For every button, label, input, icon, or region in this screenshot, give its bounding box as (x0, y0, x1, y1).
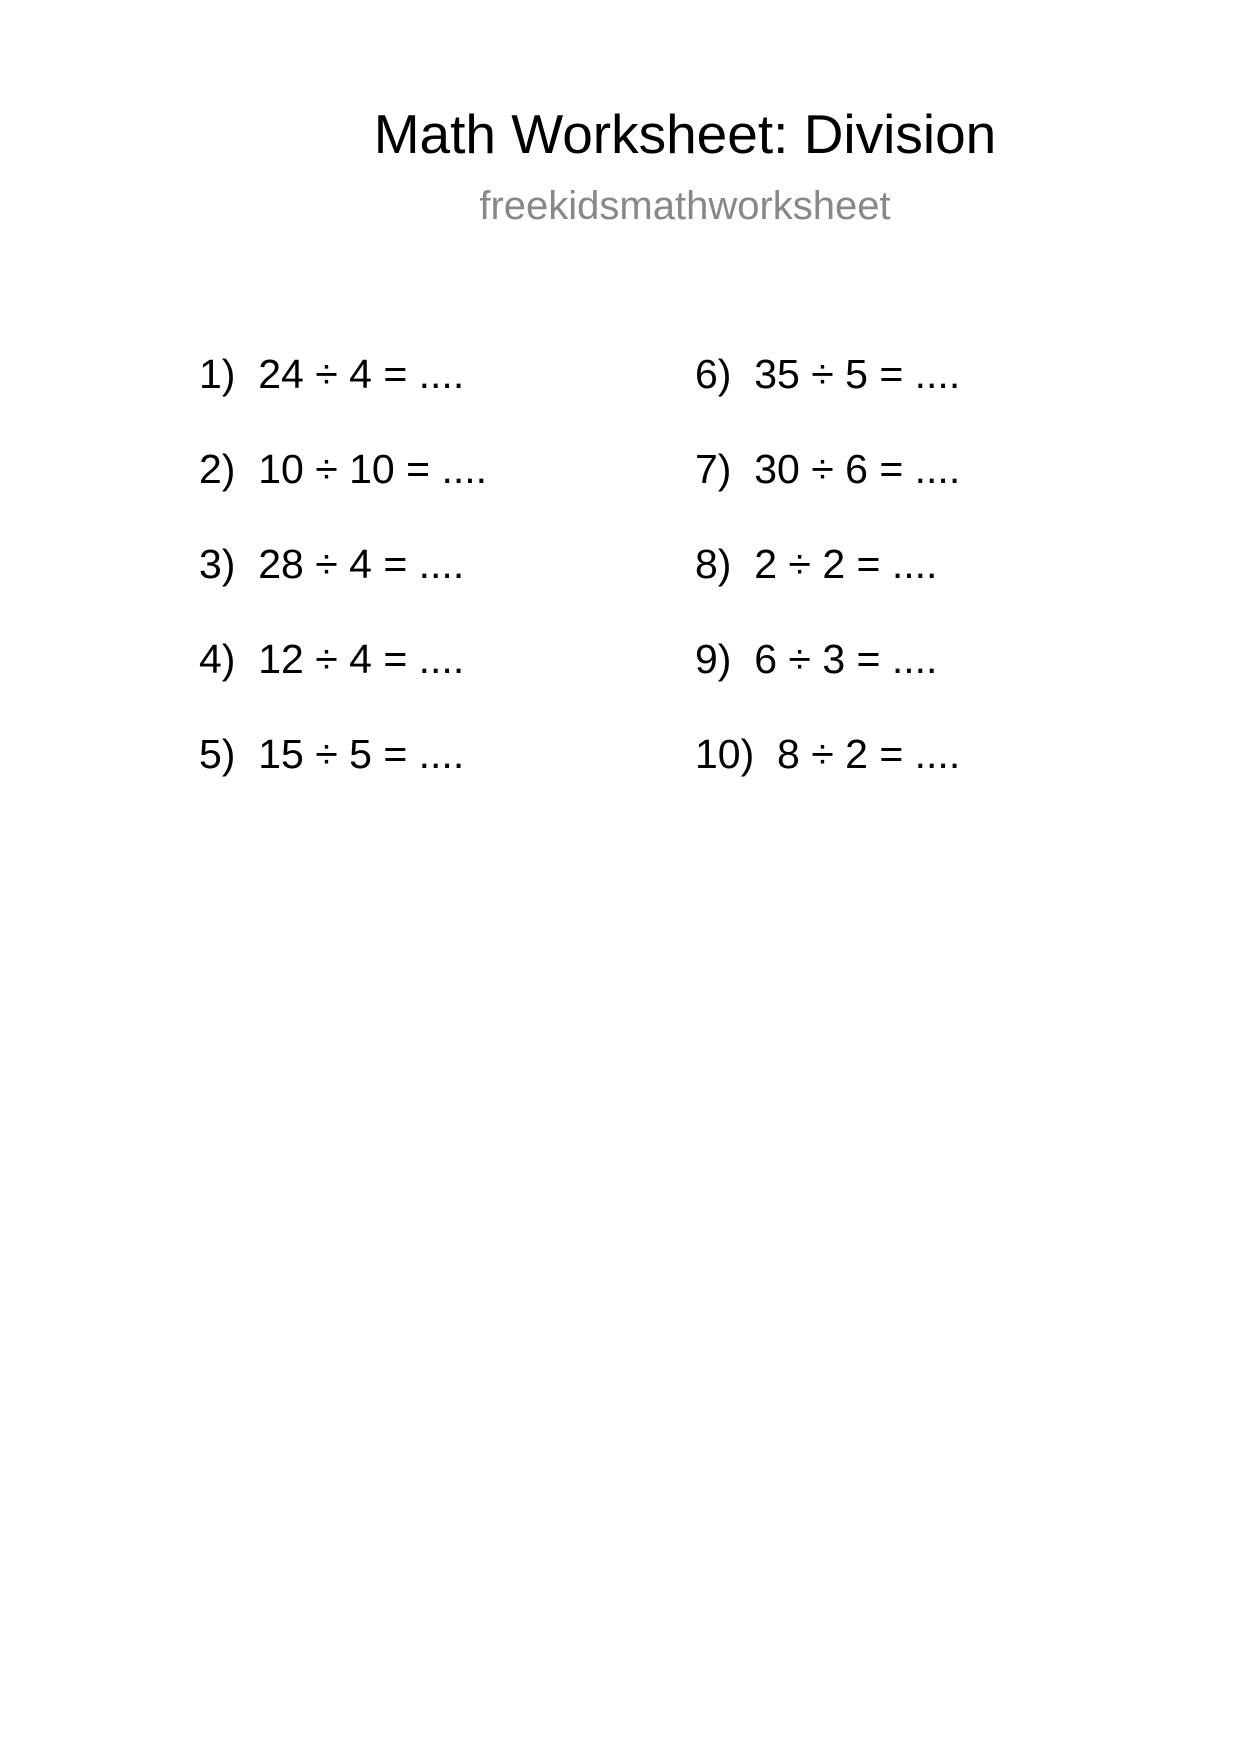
page-subtitle: freekidsmathworksheet (479, 184, 891, 228)
problem-1: 1) 24 ÷ 4 = .... (199, 351, 465, 397)
problem-2: 2) 10 ÷ 10 = .... (199, 446, 488, 492)
problem-8: 8) 2 ÷ 2 = .... (695, 541, 938, 587)
problem-3: 3) 28 ÷ 4 = .... (199, 541, 465, 587)
problem-4: 4) 12 ÷ 4 = .... (199, 636, 465, 682)
page-title: Math Worksheet: Division (373, 103, 997, 165)
problems-column-right (695, 346, 960, 821)
problem-9: 9) 6 ÷ 3 = .... (695, 636, 938, 682)
problems-column-left (199, 346, 487, 821)
problem-6: 6) 35 ÷ 5 = .... (695, 351, 961, 397)
problem-5: 5) 15 ÷ 5 = .... (199, 731, 465, 777)
problem-7: 7) 30 ÷ 6 = .... (695, 446, 961, 492)
problem-10: 10) 8 ÷ 2 = .... (695, 731, 961, 777)
